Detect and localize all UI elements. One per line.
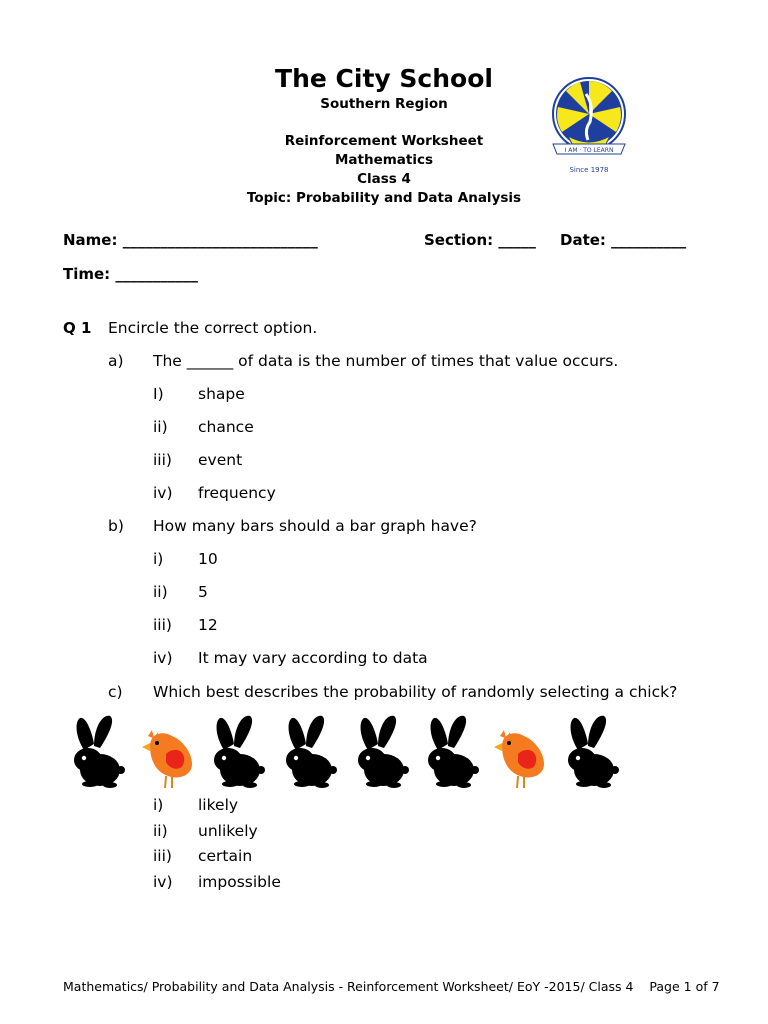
- option-label: i): [153, 550, 164, 568]
- time-field[interactable]: Time: ___________: [63, 265, 198, 283]
- option-text[interactable]: chance: [198, 418, 254, 436]
- page-number: Page 1 of 7: [649, 979, 720, 994]
- rabbit-icon: [286, 716, 337, 788]
- topic: Topic: Probability and Data Analysis: [246, 190, 522, 206]
- option-text[interactable]: certain: [198, 847, 253, 865]
- option-text[interactable]: shape: [198, 385, 245, 403]
- question-number: Q 1: [63, 319, 92, 337]
- footer-text: Mathematics/ Probability and Data Analysis - Reinforcement Worksheet/ EoY -2015/ Class 4: [63, 979, 634, 994]
- option-label: ii): [153, 822, 168, 840]
- class-label: Class 4: [357, 171, 411, 187]
- rabbit-icon: [74, 716, 125, 788]
- part-question: How many bars should a bar graph have?: [153, 517, 477, 535]
- part-label: b): [108, 517, 124, 535]
- logo-motto: I AM · TO LEARN: [564, 147, 614, 154]
- option-text[interactable]: event: [198, 451, 243, 469]
- option-text[interactable]: 5: [198, 583, 208, 601]
- option-text[interactable]: impossible: [198, 873, 281, 891]
- option-label: iv): [153, 649, 173, 667]
- part-label: c): [108, 683, 123, 701]
- school-logo: [548, 74, 630, 178]
- option-label: ii): [153, 418, 168, 436]
- chick-icon: [494, 730, 544, 788]
- option-text[interactable]: likely: [198, 796, 239, 814]
- part-question: The ______ of data is the number of times that value occurs.: [153, 352, 619, 370]
- region: Southern Region: [320, 96, 448, 112]
- date-field[interactable]: Date: __________: [560, 231, 687, 249]
- question-instruction: Encircle the correct option.: [108, 319, 318, 337]
- rabbit-icon: [214, 716, 265, 788]
- option-text[interactable]: 10: [198, 550, 218, 568]
- worksheet-type: Reinforcement Worksheet: [284, 133, 484, 149]
- part-label: a): [108, 352, 124, 370]
- school-name: The City School: [275, 64, 493, 93]
- rabbit-icon: [428, 716, 479, 788]
- rabbit-icon: [568, 716, 619, 788]
- section-field[interactable]: Section: _____: [424, 231, 536, 249]
- animal-lineup: [72, 712, 632, 788]
- rabbit-icon: [358, 716, 409, 788]
- option-label: i): [153, 796, 164, 814]
- option-text[interactable]: 12: [198, 616, 218, 634]
- subject: Mathematics: [334, 152, 434, 168]
- option-label: I): [153, 385, 164, 403]
- option-label: iv): [153, 484, 173, 502]
- option-text[interactable]: unlikely: [198, 822, 258, 840]
- name-field[interactable]: Name: __________________________: [63, 231, 318, 249]
- chick-icon: [142, 730, 192, 788]
- footer: [63, 979, 720, 994]
- option-text[interactable]: It may vary according to data: [198, 649, 428, 667]
- option-label: iii): [153, 451, 172, 469]
- part-question: Which best describes the probability of randomly selecting a chick?: [153, 683, 678, 701]
- option-label: iii): [153, 847, 172, 865]
- option-text[interactable]: frequency: [198, 484, 276, 502]
- option-label: ii): [153, 583, 168, 601]
- option-label: iii): [153, 616, 172, 634]
- logo-since: Since 1978: [569, 166, 609, 174]
- option-label: iv): [153, 873, 173, 891]
